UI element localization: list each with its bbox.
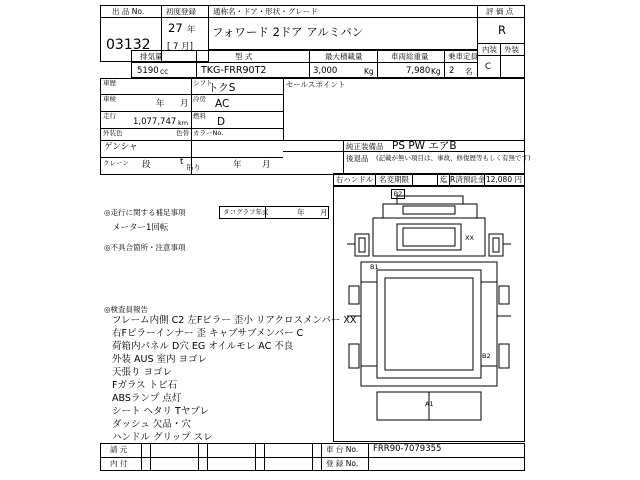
capacity-unit: 名: [465, 67, 473, 76]
supplement-body: メーター1回転: [112, 223, 169, 233]
recycle-deposit-label: R済預託金: [450, 175, 486, 184]
inspector-line: Fガラス トビ石: [112, 380, 178, 391]
capacity-label: 乗車定員: [448, 52, 478, 61]
deadline-suffix: 迄: [437, 173, 450, 186]
damage-mark-b1: B1: [370, 263, 379, 271]
interior-grade: C: [485, 62, 491, 72]
car-name: フォワード 2ドア アルミバン: [212, 25, 364, 39]
ac-value: AC: [215, 98, 230, 110]
internal-label: 内 付: [110, 459, 128, 468]
mileage-value: 1,077,747: [133, 117, 177, 127]
damage-mark-b2-cab: B2: [391, 189, 405, 199]
evaluation-label: 評 価 点: [486, 7, 514, 16]
inspector-title: ◎検査員報告: [104, 305, 149, 314]
capacity-value: 2: [449, 66, 455, 76]
inspector-line: フレーム内側 C2 左Fピラー 歪小 リアクロスメンバー XX: [112, 315, 357, 326]
damage-mark-xx: XX: [465, 234, 474, 242]
color-label: 外装色: [103, 129, 123, 137]
crane-lift: 吊り: [186, 163, 201, 172]
first-registration-label: 初度登録: [166, 7, 196, 16]
mileage-label: 走行: [103, 112, 116, 120]
recycle-deposit-value: [484, 173, 525, 186]
shift-label: シフト: [193, 79, 213, 87]
registration-label: 登 録 No.: [326, 459, 359, 468]
inspection-year-unit: 年: [156, 99, 165, 109]
shift-value: トクS: [208, 82, 236, 94]
color-change-label: 色替: [176, 129, 189, 137]
chassis-label: 車 台 No.: [326, 445, 359, 454]
inspection-label: 車検: [103, 95, 116, 103]
name-change-deadline-value: [412, 173, 438, 186]
crane-month-unit: 月: [262, 160, 271, 170]
tachograph-label: タコグラフ年式: [223, 208, 269, 216]
inspector-line: ダッシュ 欠品・穴: [112, 419, 191, 430]
mileage-unit: km: [178, 119, 189, 127]
exterior-label: 外装: [504, 45, 519, 54]
displacement-unit: cc: [160, 67, 169, 76]
registration-year: 27: [168, 21, 183, 35]
registration-year-unit: 年: [187, 25, 196, 35]
gross-weight-unit: Kg: [431, 67, 441, 76]
model-code: TKG-FRR90T2: [201, 65, 267, 76]
crane-steps: 段: [142, 160, 151, 170]
displacement-label: 排気量: [140, 52, 163, 61]
equipment-label: 純正装備品: [346, 142, 384, 151]
sales-point-label: セールスポイント: [286, 80, 346, 89]
damage-mark-a1: A1: [425, 400, 434, 408]
rear-items-note: (記載が無い項目は、事故、修復歴等もしく有無です): [376, 154, 531, 162]
color-number-label: カラーNo.: [193, 129, 224, 137]
model-label: 型 式: [235, 52, 253, 61]
ac-label: 冷房: [193, 95, 206, 103]
lot-number: 03132: [106, 37, 151, 53]
max-load-value: 3,000: [313, 66, 338, 76]
tachograph-month-unit: 月: [320, 208, 328, 217]
registration-month: [ 7 月]: [167, 42, 193, 52]
inspector-line: 外装 AUS 室内 ヨゴレ: [112, 354, 208, 365]
lot-label: 出 品 No.: [112, 7, 145, 16]
equipment-value: PS PW エアB: [392, 140, 457, 152]
gross-weight-value: 7,980: [406, 66, 431, 76]
rear-items-label: 後退品: [346, 154, 369, 163]
fuel-value: D: [217, 116, 226, 128]
displacement-value: 5190: [137, 66, 159, 76]
right-hand-drive-tag: 右ハンドル: [333, 173, 376, 186]
max-load-unit: Kg: [364, 67, 374, 76]
crane-label: クレーン: [103, 159, 129, 167]
inspector-line: シート ヘタリ Tヤブレ: [112, 406, 209, 417]
crane-tons: t: [180, 157, 184, 167]
inspector-line: ハンドル グリップ スレ: [112, 432, 213, 443]
inspector-line: 天張り ヨゴレ: [112, 367, 173, 378]
interior-label: 内装: [482, 45, 497, 54]
supplement-title: ◎走行に関する補足事項: [104, 208, 186, 217]
history-label: 車歴: [103, 79, 116, 87]
chassis-number: FRR90-7079355: [373, 444, 442, 454]
max-load-label: 最大積載量: [325, 52, 363, 61]
color-value: ゲンシャ: [104, 142, 138, 152]
fuel-label: 燃料: [193, 112, 206, 120]
car-name-label: 通称名・ドア・形状・グレード: [213, 7, 318, 16]
inspector-line: 右Fピラーインナー 歪 キャブサブメンバー C: [112, 328, 304, 339]
defects-title: ◎不具合箇所・注意事項: [104, 243, 186, 252]
evaluation-score: R: [498, 23, 506, 37]
crane-year-unit: 年: [233, 160, 242, 170]
gross-weight-label: 車両総重量: [391, 52, 429, 61]
recycle-amount: 12,080: [485, 175, 513, 184]
damage-mark-b2-side: B2: [482, 352, 491, 360]
inspection-month-unit: 月: [180, 99, 189, 109]
inspector-line: 荷箱内パネル D穴 EG オイルモレ AC 不良: [112, 341, 294, 352]
tachograph-year-unit: 年: [297, 208, 305, 217]
recycle-unit: 円: [514, 175, 522, 184]
request-label: 請 元: [110, 445, 128, 454]
name-change-deadline-tag: 名変期限: [375, 173, 413, 186]
inspector-line: ABSランプ 点灯: [112, 393, 182, 404]
